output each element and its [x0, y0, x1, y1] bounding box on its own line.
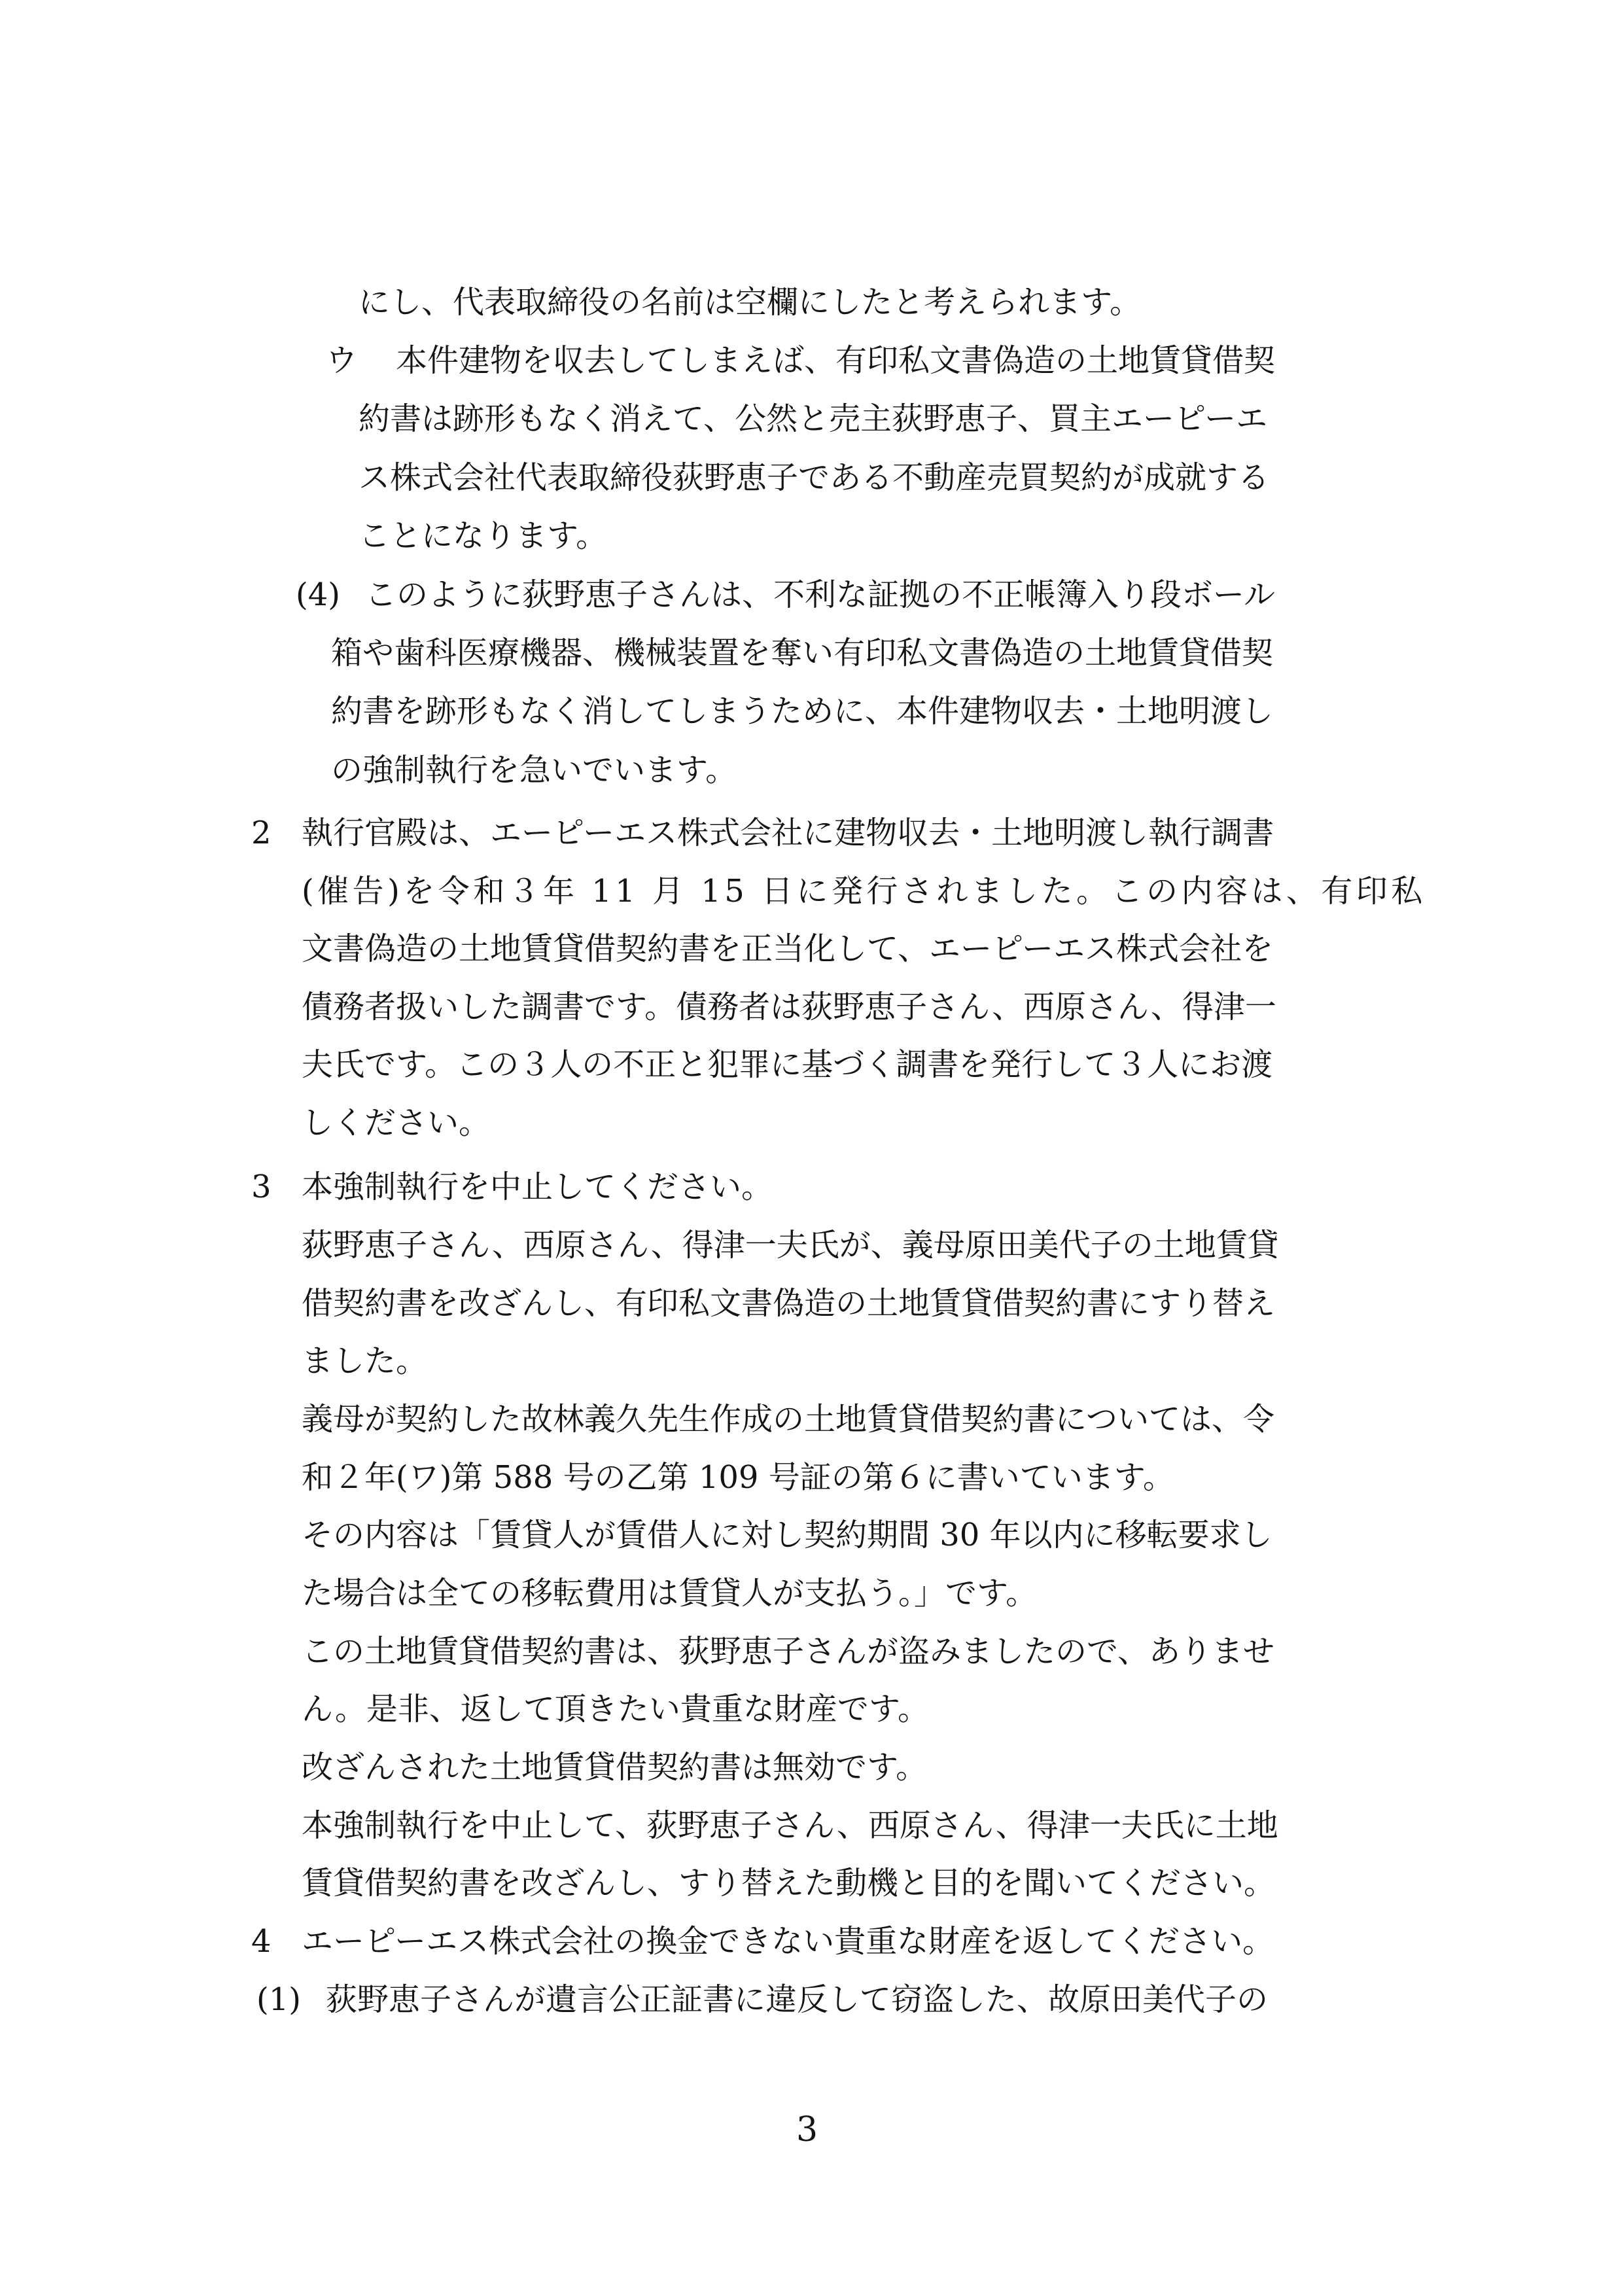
text-line: 改ざんされた土地賃貸借契約書は無効です。 [302, 1749, 928, 1786]
text-line: 荻野恵子さん、西原さん、得津一夫氏が、義母原田美代子の土地賃貸 [302, 1227, 1279, 1263]
text-line: 和２年(ワ)第 588 号の乙第 109 号証の第６に書いています。 [302, 1459, 1174, 1496]
text-line: この土地賃貸借契約書は、荻野恵子さんが盗みましたので、ありませ [302, 1633, 1275, 1670]
item-marker-1: (1) [256, 1981, 301, 2018]
text-line: ス株式会社代表取締役荻野恵子である不動産売買契約が成就する [359, 459, 1270, 496]
item-marker-u: ウ [326, 342, 358, 379]
section-number-4: 4 [251, 1923, 272, 1960]
text-line: 執行官殿は、エーピーエス株式会社に建物収去・土地明渡し執行調書 [302, 815, 1274, 851]
text-line: ことになります。 [359, 518, 608, 554]
section-number-2: 2 [251, 815, 272, 851]
text-line: (催告)を令和３年 11 月 15 日に発行されました。この内容は、有印私 [302, 873, 1426, 910]
text-line: エーピーエス株式会社の換金できない貴重な財産を返してください。 [302, 1923, 1274, 1960]
text-line: 約書は跡形もなく消えて、公然と売主荻野恵子、買主エーピーエ [359, 400, 1268, 437]
item-marker-4: (4) [296, 576, 340, 613]
text-line: 債務者扱いした調書です。債務者は荻野恵子さん、西原さん、得津一 [302, 989, 1276, 1025]
text-line: 本件建物を収去してしまえば、有印私文書偽造の土地賃貸借契 [396, 342, 1276, 379]
text-line: た場合は全ての移転費用は賃貸人が支払う。」です。 [302, 1575, 1038, 1612]
section-number-3: 3 [251, 1169, 272, 1205]
text-line: ました。 [302, 1343, 428, 1379]
text-line: 文書偽造の土地賃貸借契約書を正当化して、エーピーエス株式会社を [302, 930, 1274, 967]
text-line: の強制執行を急いでいます。 [331, 752, 737, 788]
text-line: 箱や歯科医療機器、機械装置を奪い有印私文書偽造の土地賃貸借契 [331, 635, 1274, 671]
text-line: 本強制執行を中止して、荻野恵子さん、西原さん、得津一夫氏に土地 [302, 1807, 1278, 1844]
text-line: しください。 [302, 1104, 491, 1141]
text-line: 賃貸借契約書を改ざんし、すり替えた動機と目的を聞いてください。 [302, 1865, 1276, 1901]
text-line: 本強制執行を中止してください。 [302, 1169, 773, 1205]
page-number: 3 [796, 2110, 818, 2149]
text-line: にし、代表取締役の名前は空欄にしたと考えられます。 [359, 284, 1142, 321]
text-line: 借契約書を改ざんし、有印私文書偽造の土地賃貸借契約書にすり替え [302, 1285, 1276, 1322]
text-line: その内容は「賃貸人が賃借人に対し契約期間 30 年以内に移転要求し [302, 1517, 1272, 1553]
text-line: 夫氏です。この３人の不正と犯罪に基づく調書を発行して３人にお渡 [302, 1046, 1273, 1083]
text-line: ん。是非、返して頂きたい貴重な財産です。 [302, 1691, 930, 1727]
text-line: 義母が契約した故林義久先生作成の土地賃貸借契約書については、令 [302, 1401, 1275, 1438]
text-line: 荻野恵子さんが遺言公正証書に違反して窃盗した、故原田美代子の [326, 1981, 1269, 2018]
text-line: 約書を跡形もなく消してしまうために、本件建物収去・土地明渡し [331, 693, 1274, 730]
text-line: このように荻野恵子さんは、不利な証拠の不正帳簿入り段ボール [365, 576, 1276, 613]
